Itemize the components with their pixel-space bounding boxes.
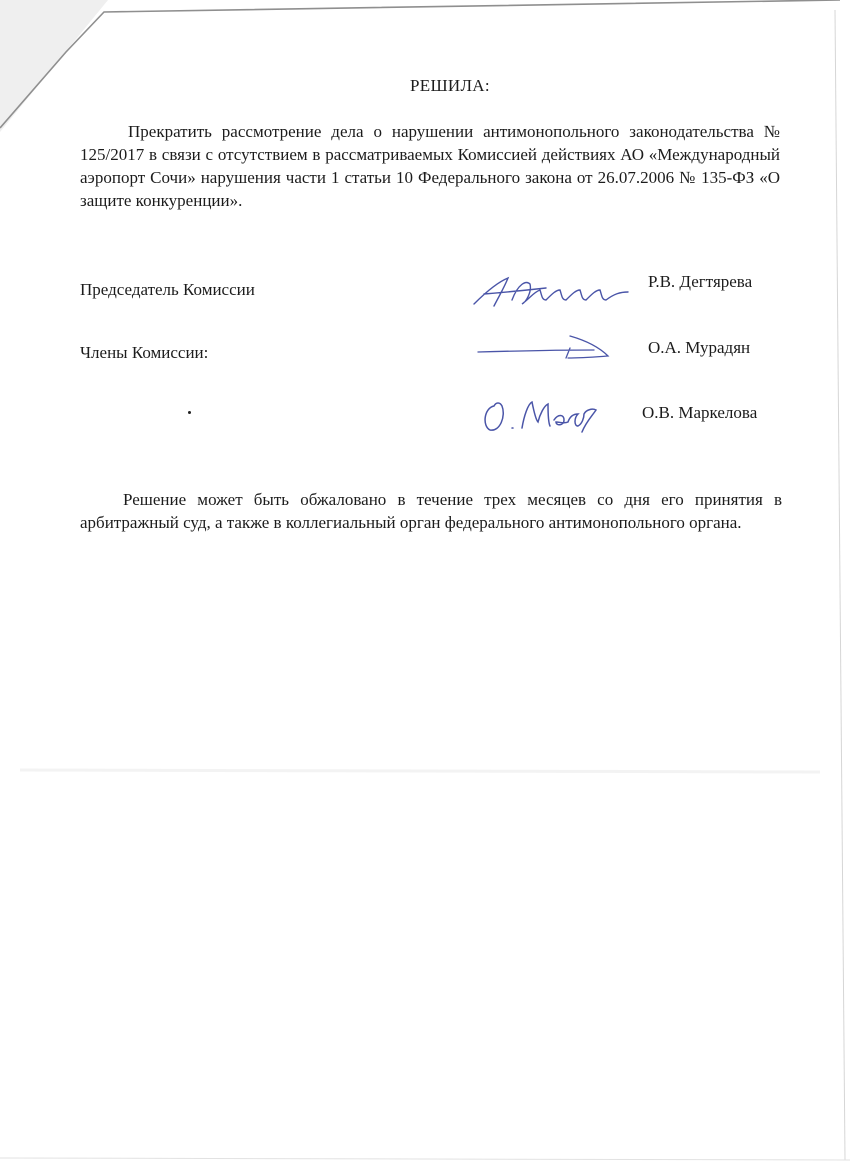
chairman-name: Р.В. Дегтярева: [648, 272, 753, 291]
member1-name: О.А. Мурадян: [648, 338, 751, 357]
member2-signature: [478, 392, 608, 436]
decision-paragraph: Прекратить рассмотрение дела о нарушении антимонопольного законодательства № 125/2017 в связи с отсутствием в рассматриваемых Комиссией действиях АО «Международный аэропорт Сочи» нарушения части 1 статьи 10 Федерального закона от 26.07.2006 № 135-ФЗ «О защите конкуренции».: [80, 122, 780, 210]
members-label: Члены Комиссии:: [80, 343, 209, 362]
member1-signature: [474, 332, 614, 364]
decision-heading: РЕШИЛА:: [410, 76, 490, 95]
appeal-paragraph: Решение может быть обжаловано в течение трех месяцев со дня его принятия в арбитражный суд, а также в коллегиальный орган федерального антимонопольного органа.: [80, 490, 782, 532]
chairman-signature: [468, 270, 638, 312]
chairman-label: Председатель Комиссии: [80, 280, 255, 299]
member2-name: О.В. Маркелова: [642, 403, 758, 422]
ink-dot: [188, 411, 191, 414]
